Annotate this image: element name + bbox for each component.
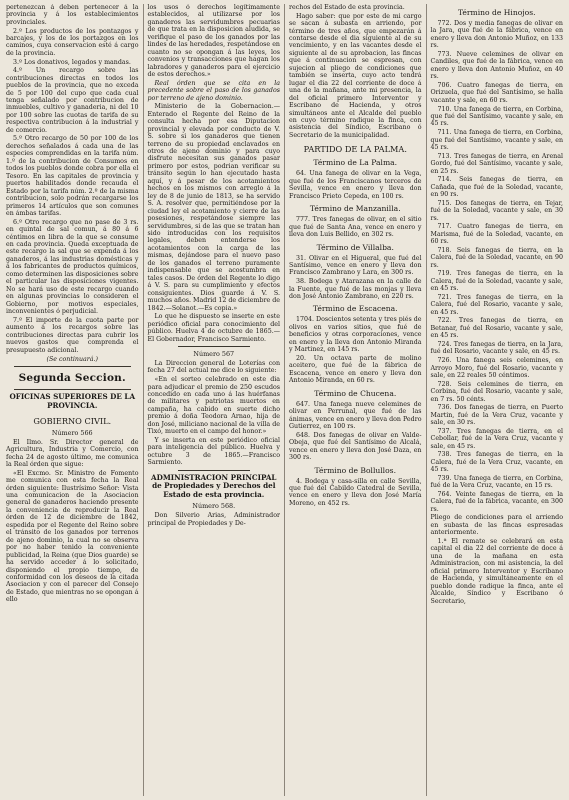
office-heading: ADMINISTRACION PRINCIPAL de Propiedades y Derechos del Estado de esta provincia. <box>151 472 277 499</box>
municipality-heading: Término de Bollullos. <box>314 465 396 475</box>
property-entry: 772. Dos y media fanegas de olivar en la Jara, que fué de la fábrica, vence en enero y lleva don Antonio Muñoz, en 133 rs. <box>430 20 563 50</box>
municipality-heading: Término de Villalba. <box>316 242 394 252</box>
paragraph: «En el sorteo celebrado en este dia para adjudicar el premio de 250 escudos concedido en cada uno á las huérfanas de militares y patriotas muertos en campaña, ha cabido en suerte dicho premio á doña Teodora Arnao, hija de don José, miliciano nacional de la villa de Tixó, muerto en el campo del honor.» <box>147 376 280 436</box>
property-entry: 721. Tres fanegas de tierra, en la Calera, fué del Rosario, vacante y sale, en 45 rs. <box>430 293 563 316</box>
district-heading: PARTIDO DE LA PALMA. <box>303 144 407 155</box>
paragraph: 2.º Los productos de los pontazgos y barcajes, y los de los portazgos en los caminos, cuya conservacion esté á cargo de la provincia. <box>6 27 139 57</box>
paragraph: Y se inserta en este periódico oficial para inteligencia del público. Huelva y octubre 3 de 1865.—Francisco Sarmiento. <box>147 436 280 467</box>
notice-number: Número 568. <box>192 502 236 511</box>
paragraph: rechos del Estado de esta provincia. <box>289 4 405 11</box>
continuation-note: (Se continuará.) <box>46 355 98 363</box>
property-entry: 736. Dos fanegas de tierra, en Puerto Martin, fué de la Vera Cruz, vacante y sale, en 30 rs. <box>430 404 563 427</box>
municipality-heading: Término de Escacena. <box>312 304 398 314</box>
section-heading: Segunda Seccion. <box>18 372 126 385</box>
property-entry: 764. Veinte fanegas de tierra, en la Calera, fué de la fábrica, vacante, en 300 rs. <box>430 490 563 513</box>
conditions-heading: Pliego de condiciones para el arriendo en subasta de las fincas espresadas anteriormente. <box>430 514 563 537</box>
property-entry: 738. Tres fanegas de tierra, en la Calera, fué de la Vera Cruz, vacante, en 45 rs. <box>430 451 563 474</box>
property-entry: 31. Olivar en el Higueral, que fué del Santísimo, vence en enero y lleva don Francisco Zambrano y Lara, en 300 rs. <box>289 254 422 277</box>
paragraph: El Ilmo. Sr. Director general de Agricultura, Industria y Comercio, con fecha 24 de agosto último, me comunica la Real órden que sigue: <box>6 438 139 468</box>
paragraph: 4.º Un recargo sobre las contribuciones directas en todos los pueblos de la provincia, que no exceda de 5 por 100 del cupo que cada cual tenga señalado por contribucion de inmuebles, cultivo y ganaderia, ni del 10 por 100 sobre las cuotas de tarifa de su respectiva contribucion á la industrial y de comercio. <box>6 67 139 134</box>
divider <box>178 470 251 471</box>
paragraph: «El Excmo. Sr. Ministro de Fomento me comunica con esta fecha la Real órden siguiente: Ilustrísimo Señor: Vista una comunicacion de la Asociacion general de ganaderos haciendo presente la conveniencia de reproducir la Real órden de 12 de diciembre de 1842, espedida por el Regente del Reino sobre el tránsito de los ganados por terrenos de ajeno dominio, la cual no se observa por no haber tenido la conveniente publicidad, la Reina (que Dios guarde) se ha servido acceder á lo solicitado, disponiendo el propio tiempo, de conformidad con los deseos de la citada Asociacion y con el parecer del Consejo de Estado, que mientras no se opongan á ello <box>6 469 139 604</box>
property-entry: 20. Un octava parte de molino aceitero, que fué de la fábrica de Escacena, vence en enero y lleva don Antonio Miranda, en 60 rs. <box>289 354 422 385</box>
paragraph: Hago saber: que por este de mi cargo se sacan á subasta en arriendo, por término de tres años, que empezarán á contarse desde el dia siguiente al de su vencimiento, y en las vacantes desde el siguiente al de su aprobacion, las fincas que á continuacion se espresan, con sujecion al pliego de condiciones que también se inserta, cuyo acto tendrá lugar el dia 22 del corriente de doce á una de la mañana, ante mi presencia, la del oficial primero Interventor y Escribano de Hacienda, y otros simultáneos ante el Alcalde del pueblo en cuyo término radique la finca, con asistencia del Síndico, Escribano ó Secretario de la municipalidad. <box>289 12 422 139</box>
paragraph: Don Silverio Arias, Administrador principal de Propiedades y De- <box>147 512 280 527</box>
paragraph: Lo que he dispuesto se inserte en este periódico oficial para conocimiento del público. Huelva 4 de octubre de 1865.—El Gobernador, Francisco Sarmiento. <box>147 313 280 343</box>
property-entry: 719. Tres fanegas de tierra, en la Calera, fué de la Soledad, vacante y sale, en 45 rs. <box>430 270 563 293</box>
column-3 <box>284 4 422 796</box>
column-2 <box>143 4 281 796</box>
property-entry: 718. Seis fanegas de tierra, en la Calera, fué de la Soledad, vacante, en 90 rs. <box>430 246 563 269</box>
paragraph: 5.º Otro recargo de 50 por 100 de los derechos señalados á cada una de las especies comprendidas en la tarifa núm. 1.º de la contribucion de Consumos en todos los pueblos donde cobra por ella el Tesoro. En las capitales de provincia y puertos habilitados donde recauda el Estado por la tarifa núm. 2.º de la misma contribucion, solo podrán recargarse los primeros 14 artículos que son comunes en ámbas tarifas. <box>6 135 139 217</box>
property-entry: 1704. Doscientos setenta y tres piés de olivos en varios sitios, que fué de beneficios y otras corporaciones, vence en enero y la lleva don Antonio Miranda y Martinez, en 145 rs. <box>289 316 422 354</box>
notice-number: Número 566 <box>51 428 93 437</box>
property-entry: 722. Tres fanegas de tierra, en Betanar, fué del Rosario, vacante y sale, en 45 rs. <box>430 317 563 340</box>
property-entry: 4. Bodega y casa-silla en calle Sevilla, que fué del Cabildo Catedral de Sevilla, vence en enero y lleva don José María Moreno, en 452 rs. <box>289 477 422 507</box>
property-entry: 773. Nueve celemines de olivar en Candiles, que fué de la fábrica, vence en enero y lleva don Antonio Muñoz, en 40 rs. <box>430 51 563 81</box>
property-entry: 739. Una fanega de tierra, en Corbina, fué de la Vera Cruz, vacante, en 15 rs. <box>430 474 563 490</box>
property-entry: 777. Tres fanegas de olivar, en el sitio que fué de Santa Ana, vence en enero y lleva don Luis Bellido, en 302 rs. <box>289 216 422 239</box>
property-entry: 737. Tres fanegas de tierra, en el Cebollar, fué de la Vera Cruz, vacante y sale, en 45 rs. <box>430 427 563 450</box>
property-entry: 38. Bodega y Atarazana en la calle de la Fuente, que fué de las monjas y lleva don José Antonio Zambrano, en 220 rs. <box>289 278 422 300</box>
property-entry: 64. Una fanega de olivar en la Vega, que fué de los Franciscanos terceros de Sevilla, vence en enero y lleva don Francisco Prieto Cepeda, en 100 rs. <box>289 170 422 200</box>
municipality-heading: Término de Chucena. <box>314 388 397 398</box>
municipality-heading: Término de Manzanilla. <box>309 204 401 214</box>
divider <box>178 346 251 347</box>
paragraph: 7.º El importe de la cuota parte por aumento á los recargos sobre las contribuciones directas para cubrir los nuevos gastos que comprenda el presupuesto adicional. <box>6 316 139 354</box>
paragraph: pertenezcan á deben pertenecer á la provincia y á los establecimientos provinciales. <box>6 4 139 26</box>
italic-heading: Real órden que se cita en la precedente sobre el paso de los ganados por terreno de ajeno dominio. <box>147 79 280 102</box>
paragraph: La Direccion general de Loterías con fecha 27 del actual me dice lo siguiente: <box>147 359 280 375</box>
paragraph: los usos ó derechos legítimamente establecidos, al utilizarse por los ganaderos las servidumbres pecuarias de que trata en la disposicion aludida, se verifique el paso de los ganados por las lindes de las heredades, respetándose en cuanto no se opongan á las leyes, los convenios y transacciones que hagan los labradores y ganaderos para el ejercicio de estos derechos.» <box>147 4 280 79</box>
property-entry: 713. Tres fanegas de tierra, en Arenal Gordo, fué del Santísimo, vacante y sale, en 25 rs. <box>430 152 563 175</box>
notice-number: Número 567 <box>193 349 235 358</box>
property-entry: 726. Una fanega seis celemines, en Arroyo Moro, fué del Rosario, vacante y sale, en 22 reales 50 céntimos. <box>430 357 563 380</box>
property-entry: 728. Seis celemines de tierra, en Corbina, fué del Rosario, vacante y sale, en 7 rs. 50 cénts. <box>430 380 563 403</box>
property-entry: 711. Una fanega de tierra, en Corbina, que fué del Santísimo, vacante y sale, en 45 rs. <box>430 129 563 151</box>
subsection-heading: OFICINAS SUPERIORES DE LA PROVINCIA. <box>9 392 136 411</box>
paragraph: 3.º Los donativos, legados y mandas. <box>13 58 131 66</box>
column-4 <box>426 4 564 796</box>
paragraph: Ministerio de la Gobernacion.—Enterado el Regente del Reino de la consulta hecha por esa Diputacion provincial y elevada por conducto de V. S. sobre si los ganaderos que tienen terreno de su propiedad enclavados en otros de ajeno dominio y para cuyo disfrute necesitan sus ganados pasar primero por estos, podrian verificar su tránsito según lo han ejecutado hasta aquí, y á pesar de los acotamientos hechos en los mismos con arreglo á la ley de 8 de junio de 1813, se ha servido S. A. resolver que, permitiéndose por la ciudad ley el acotamiento y cierre de las posesiones, respetándose siempre las servidumbres, si de las que se tratan han sido introducidas con los requisitos legales, deben entenderse los acotamientos con la carga de las mismas, dejándose para el nuevo paso de los ganados el terreno puramente indispensable que se acostumbra en tales casos. De órden del Regente lo digo á V. S. para su cumplimiento y efectos consiguientes. Dios guarde á V. S. muchos años. Madrid 12 de diciembre de 1842.—Solanot.—Es copia.» <box>147 103 280 312</box>
property-entry: 715. Dos fanegas de tierra, en Tejar, fué de la Soledad, vacante y sale, en 30 rs. <box>430 199 563 222</box>
office-heading: GOBIERNO CIVIL. <box>33 415 112 426</box>
divider <box>14 366 131 367</box>
property-entry: 714. Seis fanegas de tierra, en Cañada, que fué de la Soledad, vacante, en 90 rs. <box>430 176 563 199</box>
divider <box>14 389 131 390</box>
property-entry: 710. Una fanega de tierra, en Corbina, que fué del Santísimo, vacante y sale, en 45 rs. <box>430 105 563 128</box>
property-entry: 706. Cuatro fanegas de tierra, en Orizuela, que fué del Santísimo, se halla vacante y sale, en 60 rs. <box>430 82 563 104</box>
property-entry: 647. Una fanega nueve celemines de olivar en Perrunal, que fué de las ánimas, vence en enero y lleva don Pedro Gutierrez, en 100 rs. <box>289 400 422 431</box>
property-entry: 648. Dos fanegas de olivar en Valde-Obeja, que fué del Santísimo de Alcalá, vence en enero y lleva don José Daza, en 300 rs. <box>289 431 422 462</box>
property-entry: 717. Cuatro fanegas de tierra, en Marisma, fué de la Soledad, vacante, en 60 rs. <box>430 223 563 246</box>
paragraph: 6.º Otro recargo que no pase de 3 rs. en quintal de sal comun, á 80 á 6 céntimos en libra de la que se consume en cada provincia. Queda exceptuada de este recargo la sal que se expenda á los ganaderos, á las industrias domésticas y á los fabricantes de productos químicos, como determinen las disposiciones sobre el particular las disposiciones vigentes. No se hará uso de este recargo cuando en algunas provincias lo consideren el Gobierno, por motivos especiales, inconvenientes ó perjudicial. <box>6 218 139 316</box>
property-entry: 724. Tres fanegas de tierra, en la Jara, fué del Rosario, vacante y sale, en 45 rs. <box>430 341 563 356</box>
municipality-heading: Término de Hinojos. <box>457 8 536 17</box>
column-1 <box>6 4 139 796</box>
condition-clause: 1.ª El remate se celebrará en esta capital el dia 22 del corriente de doce á una de la mañana en esta Administracion, con mi asistencia, la del oficial primero Interventor y Escribano de Hacienda, y simultáneamente en el pueblo donde radique la finca, ante el Alcalde, Síndico y Escribano ó Secretario, <box>430 538 563 605</box>
municipality-heading: Término de La Palma. <box>313 158 398 168</box>
